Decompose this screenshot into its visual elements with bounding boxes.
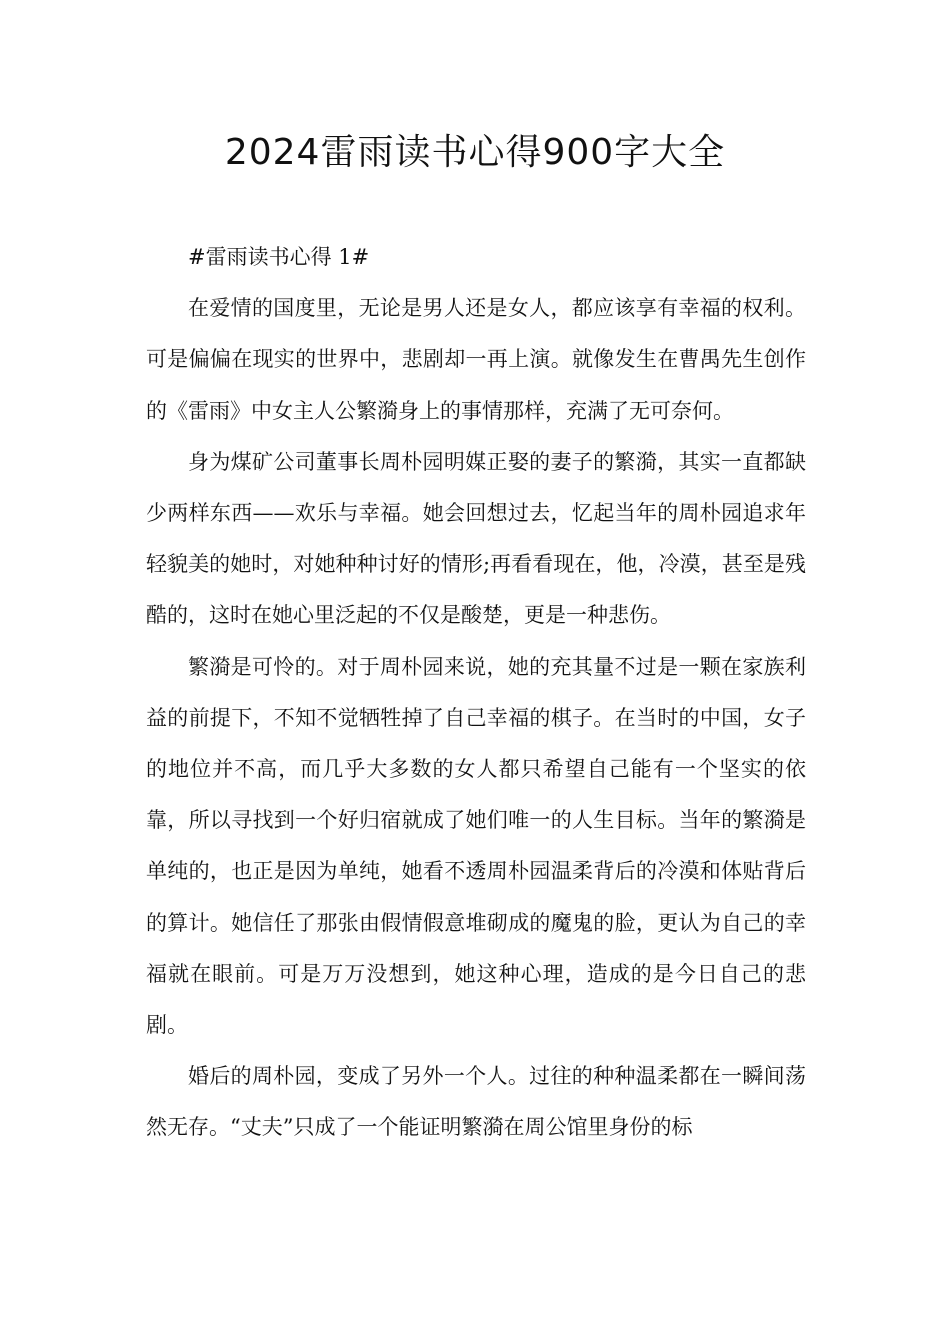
paragraph: 身为煤矿公司董事长周朴园明媒正娶的妻子的繁漪，其实一直都缺少两样东西——欢乐与幸福。她会回想过去，忆起当年的周朴园追求年轻貌美的她时，对她种种讨好的情形;再看看现在，他，冷漠，甚至是残酷的，这时在她心里泛起的不仅是酸楚，更是一种悲伤。 [146, 449, 806, 628]
paragraph: 在爱情的国度里，无论是男人还是女人，都应该享有幸福的权利。可是偏偏在现实的世界中，悲剧却一再上演。就像发生在曹禺先生创作的《雷雨》中女主人公繁漪身上的事情那样，充满了无可奈何。 [146, 296, 806, 423]
document-title: 2024雷雨读书心得900字大全 [224, 132, 726, 173]
paragraph: 繁漪是可怜的。对于周朴园来说，她的充其量不过是一颗在家族利益的前提下，不知不觉牺牲掉了自己幸福的棋子。在当时的中国，女子的地位并不高，而几乎大多数的女人都只希望自己能有一个坚实的依靠，所以寻找到一个好归宿就成了她们唯一的人生目标。当年的繁漪是单纯的，也正是因为单纯，她看不透周朴园温柔背后的冷漠和体贴背后的算计。她信任了那张由假情假意堆砌成的魔鬼的脸，更认为自己的幸福就在眼前。可是万万没想到，她这种心理，造成的是今日自己的悲剧。 [146, 654, 806, 1038]
document-body [146, 232, 806, 1154]
paragraph: 婚后的周朴园，变成了另外一个人。过往的种种温柔都在一瞬间荡然无存。“丈夫”只成了一个能证明繁漪在周公馆里身份的标 [146, 1064, 806, 1140]
section-heading: #雷雨读书心得 1# [188, 245, 370, 269]
